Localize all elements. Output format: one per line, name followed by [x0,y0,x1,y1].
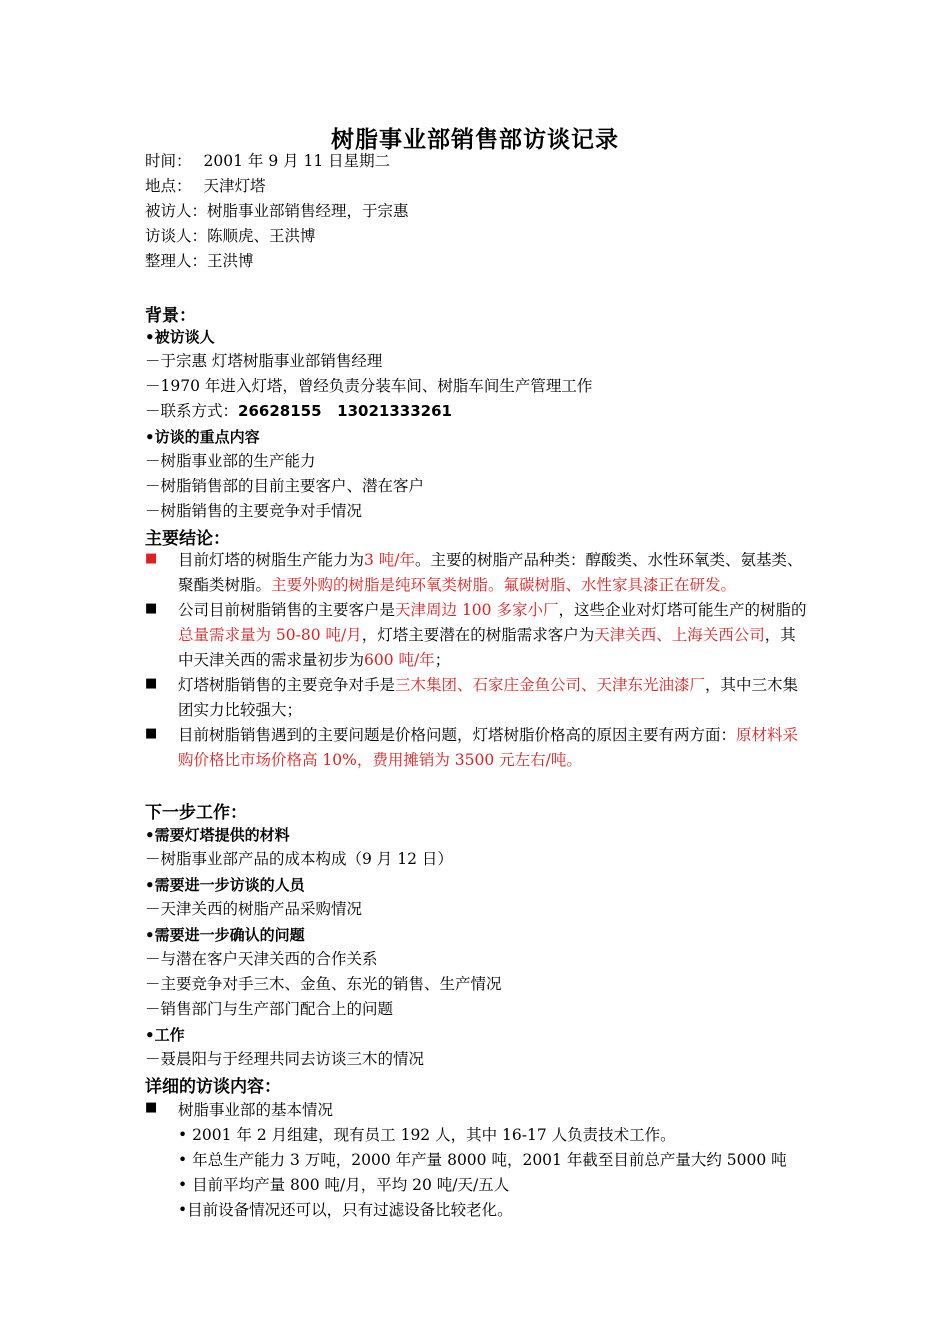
square-bullet-icon: ■ [145,676,158,691]
background-heading: 背景： [145,306,196,326]
details-point: • 年总生产能力 3 万吨，2000 年产量 8000 吨，2001 年截至目前总产量大约 5000 吨 [178,1151,787,1169]
conclusion-paragraph-2: 公司目前树脂销售的主要客户是天津周边 100 多家小厂，这些企业对灯塔可能生产的树脂的总量需求量为 50-80 吨/月，灯塔主要潜在的树脂需求客户为天津关西、上海关西公司，其中天津关西的需求量初步为600 吨/年； [178,601,807,669]
background-sub-focus: •访谈的重点内容 [145,428,260,446]
details-point: • 2001 年 2 月组建，现有员工 192 人，其中 16-17 人负责技术工作。 [178,1126,676,1144]
background-item: －树脂销售的主要竞争对手情况 [145,502,363,520]
background-sub-interviewee: •被访谈人 [145,328,215,346]
next-steps-sub: •工作 [145,1026,185,1044]
square-bullet-icon: ■ [145,601,158,616]
conclusion-paragraph-1: 目前灯塔的树脂生产能力为3 吨/年。主要的树脂产品种类：醇酸类、水性环氧类、氨基类、聚酯类树脂。主要外购的树脂是纯环氧类树脂。氟碳树脂、水性家具漆正在研发。 [178,551,803,594]
next-steps-item: －主要竞争对手三木、金鱼、东光的销售、生产情况 [145,975,502,993]
page-title: 树脂事业部销售部访谈记录 [331,126,619,153]
meta-place: 地点： 天津灯塔 [145,177,266,195]
conclusion-paragraph-3: 灯塔树脂销售的主要竞争对手是三木集团、石家庄金鱼公司、天津东光油漆厂，其中三木集团实力比较强大； [178,676,799,719]
next-steps-item: －树脂事业部产品的成本构成（9 月 12 日） [145,850,453,868]
background-item: －树脂销售部的目前主要客户、潜在客户 [145,477,425,495]
background-item: －树脂事业部的生产能力 [145,452,316,470]
next-steps-item: －销售部门与生产部门配合上的问题 [145,1000,394,1018]
background-contact: －联系方式：26628155 13021333261 [145,402,452,420]
square-bullet-icon: ■ [145,1100,158,1115]
details-point: •目前设备情况还可以，只有过滤设备比较老化。 [178,1201,513,1219]
conclusions-heading: 主要结论： [145,529,230,549]
next-steps-sub: •需要灯塔提供的材料 [145,826,290,844]
details-point: • 目前平均产量 800 吨/月，平均 20 吨/天/五人 [178,1176,510,1194]
next-steps-item: －与潜在客户天津关西的合作关系 [145,950,378,968]
next-steps-heading: 下一步工作： [145,803,247,823]
meta-recorder: 整理人：王洪博 [145,252,254,270]
meta-interviewers: 访谈人：陈顺虎、王洪博 [145,227,316,245]
next-steps-item: －天津关西的树脂产品采购情况 [145,900,363,918]
background-item: －1970 年进入灯塔，曾经负责分装车间、树脂车间生产管理工作 [145,377,593,395]
next-steps-item: －聂晨阳与于经理共同去访谈三木的情况 [145,1050,425,1068]
meta-interviewee: 被访人：树脂事业部销售经理，于宗惠 [145,202,409,220]
details-item: 树脂事业部的基本情况 [178,1101,334,1119]
next-steps-sub: •需要进一步确认的问题 [145,926,305,944]
meta-time: 时间： 2001 年 9 月 11 日星期二 [145,152,391,170]
next-steps-sub: •需要进一步访谈的人员 [145,876,305,894]
details-heading: 详细的访谈内容： [145,1077,281,1097]
background-item: －于宗惠 灯塔树脂事业部销售经理 [145,352,383,370]
square-bullet-icon: ■ [145,726,158,741]
conclusion-paragraph-4: 目前树脂销售遇到的主要问题是价格问题，灯塔树脂价格高的原因主要有两方面：原材料采购价格比市场价格高 10%，费用摊销为 3500 元左右/吨。 [178,726,799,769]
contact-phone: 26628155 13021333261 [238,402,452,420]
square-bullet-icon: ■ [145,551,158,566]
